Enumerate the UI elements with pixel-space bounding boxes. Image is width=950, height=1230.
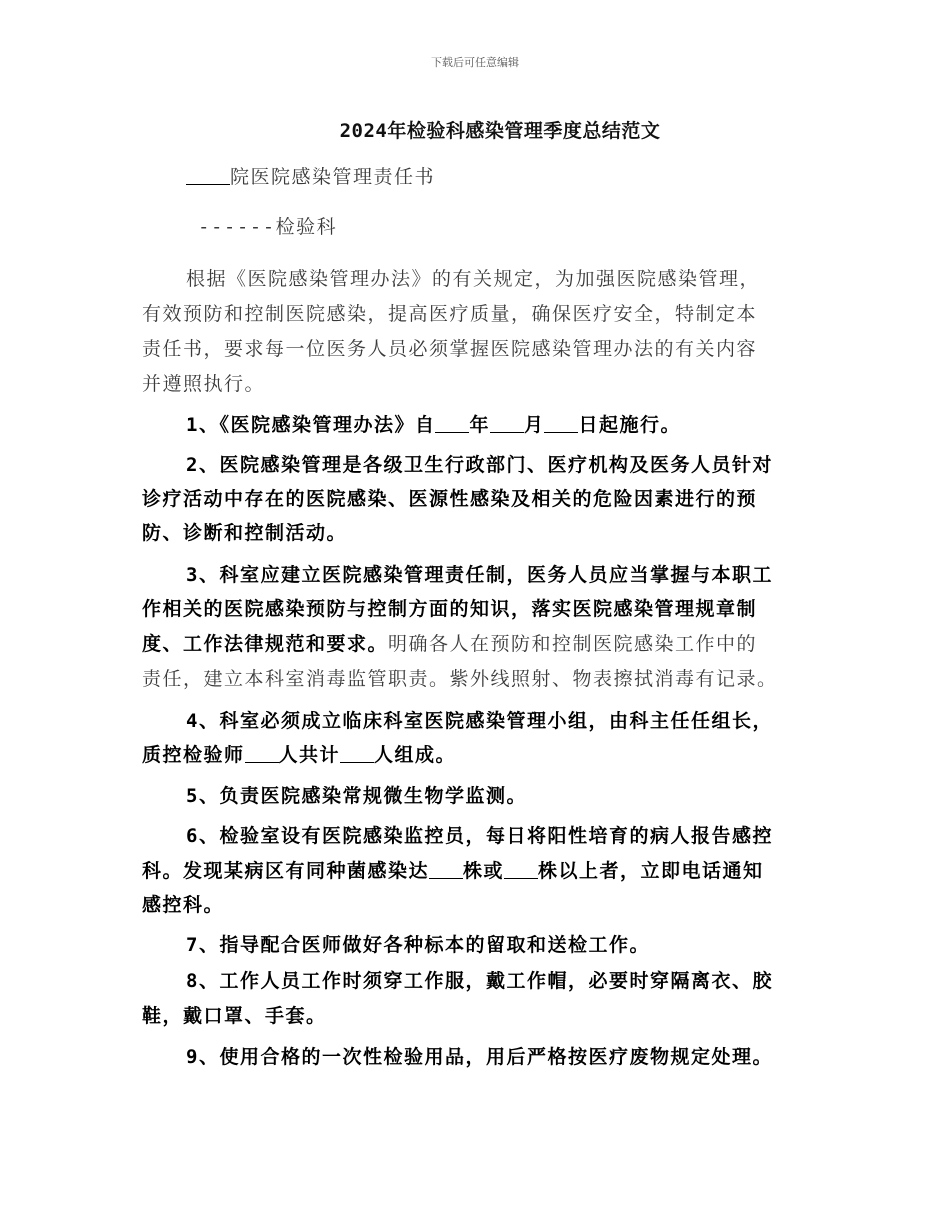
item-9: 9、使用合格的一次性检验用品，用后严格按医疗废物规定处理。 [186, 1046, 773, 1068]
item-4-line-2: 质控检验师 人共计 人组成。 [142, 744, 457, 766]
document-title: 2024年检验科感染管理季度总结范文 [339, 120, 661, 142]
item-3-line-3: 度、工作法律规范和要求。明确各人在预防和控制医院感染工作中的 [142, 633, 758, 655]
blank-total-count [340, 743, 374, 763]
blank-day [544, 413, 578, 433]
item-6-line-3: 感控科。 [142, 894, 225, 916]
item-4-line-1: 4、科室必须成立临床科室医院感染管理小组，由科主任任组长， [186, 710, 773, 732]
item-2-line-3: 防、诊断和控制活动。 [142, 522, 348, 544]
item-6-line-2: 科。发现某病区有同种菌感染达 株或 株以上者，立即电话通知 [142, 860, 764, 882]
blank-month [490, 413, 524, 433]
item-3-line-2: 作相关的医院感染预防与控制方面的知识，落实医院感染管理规章制 [142, 598, 758, 620]
item-3-line-1: 3、科室应建立医院感染管理责任制，医务人员应当掌握与本职工 [186, 564, 773, 586]
intro-line-4: 并遵照执行。 [142, 373, 266, 395]
intro-line-2: 有效预防和控制医院感染，提高医疗质量，确保医疗安全，特制定本 [142, 303, 758, 325]
blank-year [435, 413, 469, 433]
item-8-line-1: 8、工作人员工作时须穿工作服，戴工作帽，必要时穿隔离衣、胶 [186, 970, 773, 992]
blank-strain-count-1 [429, 859, 463, 879]
item-3-line-4: 责任，建立本科室消毒监管职责。紫外线照射、物表擦拭消毒有记录。 [142, 668, 778, 690]
download-note: 下载后可任意编辑 [431, 56, 519, 69]
blank-inspector-count [245, 743, 279, 763]
blank-strain-count-2 [504, 859, 538, 879]
item-5: 5、负责医院感染常规微生物学监测。 [186, 785, 527, 807]
item-2-line-2: 诊疗活动中存在的医院感染、医源性感染及相关的危险因素进行的预 [142, 488, 758, 510]
responsibility-subtitle: 院医院感染管理责任书 [186, 162, 435, 189]
item-8-line-2: 鞋，戴口罩、手套。 [142, 1005, 327, 1027]
item-6-line-1: 6、检验室设有医院感染监控员，每日将阳性培育的病人报告感控 [186, 825, 773, 847]
item-2-line-1: 2、医院感染管理是各级卫生行政部门、医疗机构及医务人员针对 [186, 454, 773, 476]
item-1: 1、《医院感染管理办法》自 年 月 日起施行。 [186, 414, 681, 436]
intro-line-3: 责任书，要求每一位医务人员必须掌握医院感染管理办法的有关内容 [142, 338, 758, 360]
intro-line-1: 根据《医院感染管理办法》的有关规定，为加强医院感染管理， [186, 268, 761, 290]
blank-hospital-name [186, 165, 230, 185]
item-7: 7、指导配合医师做好各种标本的留取和送检工作。 [186, 934, 650, 956]
department-line: ------检验科 [198, 216, 338, 238]
